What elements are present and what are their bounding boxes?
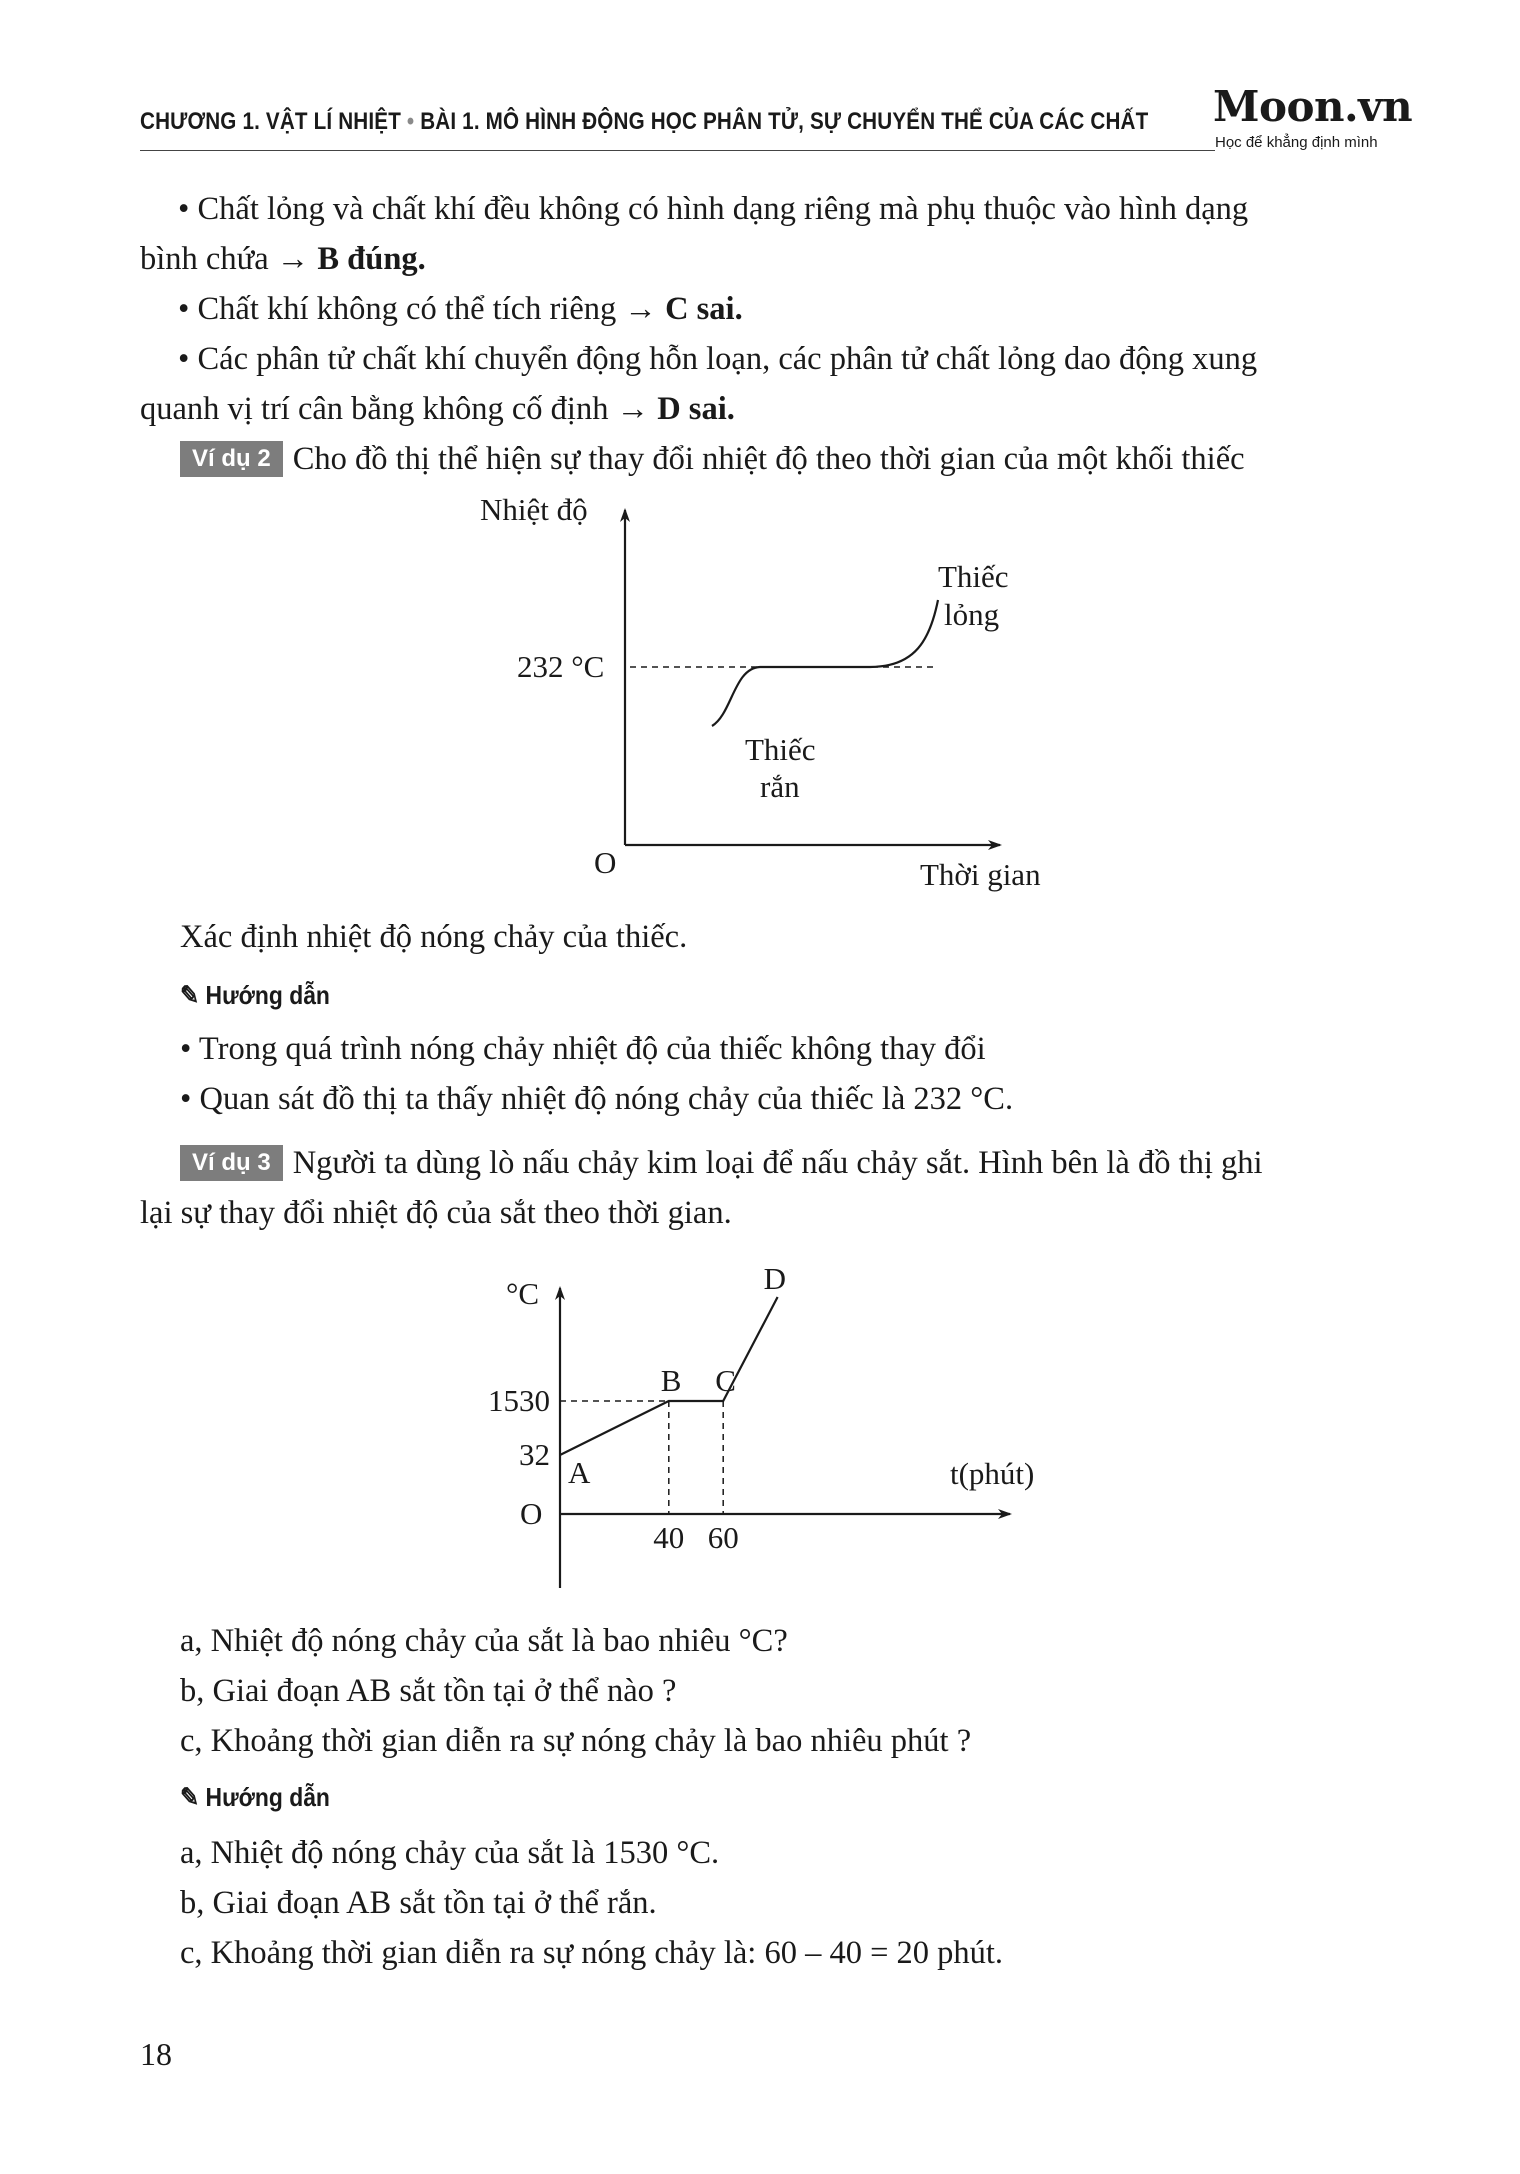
pencil-icon: ✎	[180, 980, 200, 1010]
example3-question-b: b, Giai đoạn AB sắt tồn tại ở thể nào ?	[180, 1673, 677, 1709]
point-label-b: B	[660, 1363, 682, 1398]
brand-tagline: Học để khẳng định mình	[1215, 134, 1378, 151]
example2-tag: Ví dụ 2	[180, 441, 283, 477]
page-number: 18	[140, 2036, 172, 2072]
bullet-b-line2: bình chứa → B đúng.	[140, 241, 426, 277]
example3-answer-b: b, Giai đoạn AB sắt tồn tại ở thể rắn.	[180, 1885, 657, 1921]
example3-question-line1: Ví dụ 3 Người ta dùng lò nấu chảy kim loại để nấu chảy sắt. Hình bên là đồ thị ghi	[180, 1138, 1263, 1188]
bullet-b-line1: • Chất lỏng và chất khí đều không có hình dạng riêng mà phụ thuộc vào hình dạng	[178, 191, 1249, 227]
point-label-d: D	[763, 1261, 786, 1296]
x-tick-60: 60	[707, 1520, 739, 1555]
y-tick-232: 232 °C	[517, 649, 605, 684]
bullet-d-line1: • Các phân tử chất khí chuyển động hỗn loạn, các phân tử chất lỏng dao động xung	[178, 341, 1258, 377]
chapter-heading	[140, 108, 1148, 136]
brand-logo: Moon.vn	[1213, 82, 1413, 131]
example3-guide-heading: ✎ Hướng dẫn	[180, 1782, 330, 1812]
verdict-d: D sai.	[657, 391, 735, 427]
example3-tag: Ví dụ 3	[180, 1145, 283, 1181]
point-label-c: C	[715, 1363, 736, 1398]
x-axis-label: Thời gian	[920, 857, 1041, 892]
lesson-title: BÀI 1. MÔ HÌNH ĐỘNG HỌC PHÂN TỬ, SỰ CHUYỂN THỂ CỦA CÁC CHẤT	[420, 108, 1149, 135]
label-solid-tin-2: rắn	[760, 769, 800, 804]
example3-question-a: a, Nhiệt độ nóng chảy của sắt là bao nhiêu °C?	[180, 1623, 788, 1659]
header-rule	[140, 150, 1215, 151]
bullet-c: • Chất khí không có thể tích riêng → C sai.	[178, 291, 743, 327]
example2-task: Xác định nhiệt độ nóng chảy của thiếc.	[180, 919, 688, 955]
tin-temperature-curve	[712, 600, 938, 726]
y-tick-1530: 1530	[488, 1383, 550, 1418]
separator-dot: •	[406, 108, 415, 135]
y-tick-32: 32	[519, 1437, 550, 1472]
label-solid-tin-1: Thiếc	[745, 732, 816, 767]
example3-question-c: c, Khoảng thời gian diễn ra sự nóng chảy là bao nhiêu phút ?	[180, 1723, 972, 1759]
example2-guide-line-1: • Trong quá trình nóng chảy nhiệt độ của thiếc không thay đổi	[180, 1031, 986, 1067]
example2-guide-line-2: • Quan sát đồ thị ta thấy nhiệt độ nóng chảy của thiếc là 232 °C.	[180, 1081, 1014, 1117]
label-liquid-tin-2: lỏng	[944, 597, 1000, 632]
example2-question: Ví dụ 2 Cho đồ thị thể hiện sự thay đổi nhiệt độ theo thời gian của một khối thiếc	[180, 434, 1245, 484]
chart-iron-melting	[470, 1248, 1050, 1598]
bullet-d-line2: quanh vị trí cân bằng không cố định → D sai.	[140, 391, 735, 427]
label-liquid-tin-1: Thiếc	[938, 559, 1009, 594]
y-axis-label: °C	[506, 1276, 540, 1311]
verdict-b: B đúng.	[317, 241, 426, 277]
verdict-c: C sai.	[665, 291, 743, 327]
origin-label: O	[594, 845, 617, 880]
chapter-title: CHƯƠNG 1. VẬT LÍ NHIỆT	[140, 108, 401, 135]
point-label-a: A	[568, 1455, 591, 1490]
chart-tin-heating	[460, 490, 1080, 910]
y-axis-label: Nhiệt độ	[480, 492, 588, 527]
example2-guide-heading: ✎ Hướng dẫn	[180, 980, 330, 1010]
example3-answer-a: a, Nhiệt độ nóng chảy của sắt là 1530 °C.	[180, 1835, 720, 1871]
x-axis-label: t(phút)	[950, 1456, 1035, 1491]
x-tick-40: 40	[653, 1520, 685, 1555]
origin-label: O	[520, 1496, 543, 1531]
pencil-icon: ✎	[180, 1782, 200, 1812]
example3-answer-c: c, Khoảng thời gian diễn ra sự nóng chảy là: 60 – 40 = 20 phút.	[180, 1935, 1004, 1971]
example3-question-line2: lại sự thay đổi nhiệt độ của sắt theo thời gian.	[140, 1195, 732, 1231]
